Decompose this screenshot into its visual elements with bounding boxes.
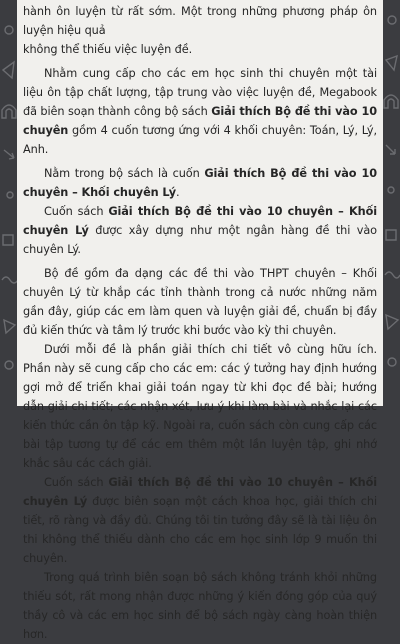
doodle-circle xyxy=(388,187,394,193)
doodle-wave xyxy=(2,277,18,283)
book-series-title: Giải thích Bộ đề thi vào 10 chuyên xyxy=(23,105,377,137)
doodle-triangle xyxy=(386,56,397,70)
paragraph-solutions: Dưới mỗi đề là phần giải thích chi tiết vô cùng hữu ích. Phần này sẽ cung cấp cho các em: các ý tưởng hay định hướng gợi mở để triển khai giải toán ngay từ khi đọc đề bài; hướng dẫn giải chi tiết; các nhận xét, lưu ý khi làm bài và nhắc lại các kiến thức cần ôn tập kỹ. Ngoài ra, cuốn sách còn cung cấp các bài tập tương tự để các em thêm một lần luyện tập, ghi nhớ khắc sâu các cách giải. xyxy=(23,343,377,470)
intro-line-2: không thể thiếu việc luyện đề. xyxy=(23,43,193,56)
doodle-magnet-icon xyxy=(2,105,16,118)
paragraph-book-bank: Cuốn sách Giải thích Bộ đề thi vào 10 chuyên – Khối chuyên Lý được xây dựng như một ngân hàng đề thi vào chuyên Lý. xyxy=(23,205,378,256)
doodle-circle xyxy=(7,192,13,198)
doodle-circle xyxy=(388,358,396,366)
doodle-triangle xyxy=(4,320,15,333)
doodle-triangle xyxy=(3,62,14,78)
doodle-triangle xyxy=(386,315,398,329)
book-title: Giải thích Bộ đề thi vào 10 chuyên – Khối chuyên Lý xyxy=(23,205,378,237)
doodle-circle xyxy=(5,361,13,369)
paragraph-purpose: Nhằm cung cấp cho các em học sinh thi chuyên một tài liệu ôn tập chất lượng, tập trung vào việc luyện đề, Megabook đã biên soạn thành công bộ sách Giải thích Bộ đề thi vào 10 chuyên gồm 4 cuốn tương ứng với 4 khối chuyên: Toán, Lý, Lý, Anh. xyxy=(23,67,377,156)
paragraph-summary: Cuốn sách Giải thích Bộ đề thi vào 10 chuyên – Khối chuyên Lý được biên soạn một cách khoa học, giải thích chi tiết, rõ ràng và đầy đủ. Chúng tôi tin tưởng đây sẽ là tài liệu ôn thi không thể thiếu dành cho các em học sinh lớp 9 muốn thi chuyên. xyxy=(23,476,378,565)
doodle-magnet-icon xyxy=(384,95,398,108)
paragraph-book-in-series: Nằm trong bộ sách là cuốn Giải thích Bộ đề thi vào 10 chuyên – Khối chuyên Lý. xyxy=(23,167,377,199)
doodle-arrow xyxy=(386,145,395,154)
paragraph-exam-set: Bộ đề gồm đa dạng các đề thi vào THPT chuyên – Khối chuyên Lý từ khắp các tỉnh thành trong cả nước những năm gần đây, giúp các em làm quen và luyện giải đề, chuẩn bị đầy đủ kiến thức và tâm lý trước khi bước vào kỳ thi chuyên. xyxy=(23,267,377,337)
paragraph-intro xyxy=(23,2,377,59)
paragraph-feedback: Trong quá trình biên soạn bộ sách không tránh khỏi những thiếu sót, rất mong nhận được những ý kiến đóng góp của quý thầy cô và các em học sinh để bộ sách ngày càng hoàn thiện hơn. xyxy=(23,571,377,641)
doodle-square xyxy=(386,230,396,240)
doodle-circle xyxy=(5,26,13,34)
book-title: Giải thích Bộ đề thi vào 10 chuyên – Khối chuyên Lý xyxy=(23,476,378,508)
book-page xyxy=(17,0,383,641)
doodle-square xyxy=(3,235,13,245)
doodle-arrow xyxy=(4,150,14,159)
doodle-circle xyxy=(388,16,396,24)
intro-line-1: hành ôn luyện từ rất sớm. Một trong những phương pháp ôn luyện hiệu quả xyxy=(23,5,377,37)
book-title: Giải thích Bộ đề thi vào 10 chuyên – Khối chuyên Lý xyxy=(23,167,377,199)
doodle-wave xyxy=(385,272,400,278)
